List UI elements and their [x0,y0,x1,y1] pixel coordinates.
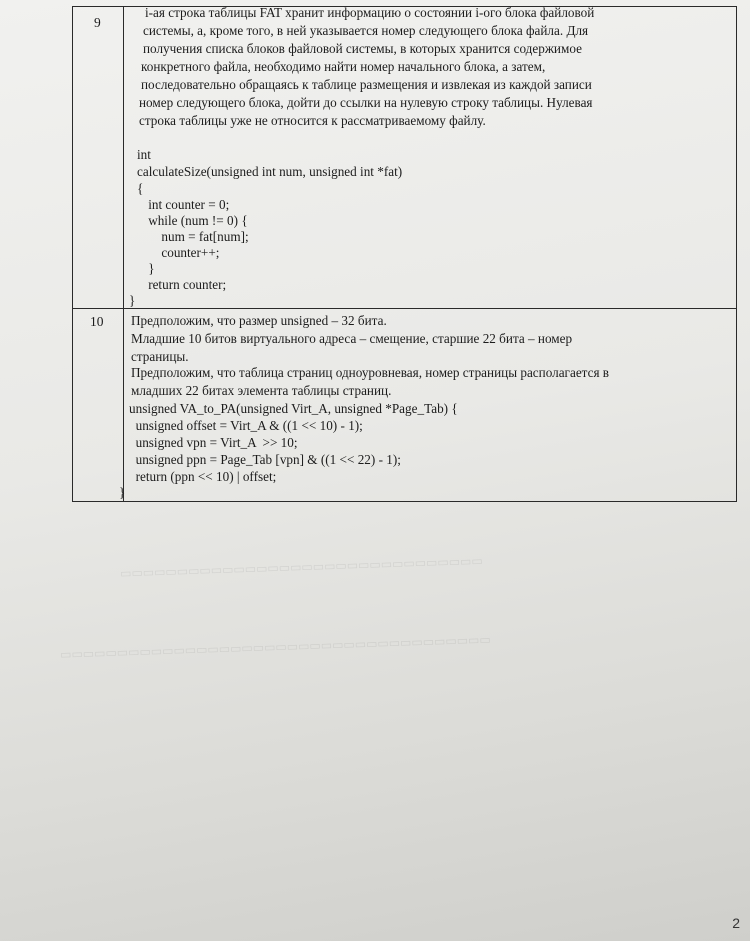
text-line: i-ая строка таблицы FAT хранит информацию о состоянии i-ого блока файловой [145,5,595,20]
code-line: while (num != 0) { [135,213,248,228]
bleed-through-texture: ▭▭▭▭▭▭▭▭▭▭▭▭▭▭▭▭▭▭▭▭▭▭▭▭▭▭▭▭▭▭▭▭ [119,553,483,581]
text-line: Предположим, что размер unsigned – 32 бита. [131,313,387,328]
code-line: int counter = 0; [135,197,230,212]
code-line: } [129,293,136,308]
text-line: системы, а, кроме того, в ней указывается номер следующего блока файла. Для [143,23,589,38]
code-line: unsigned VA_to_PA(unsigned Virt_A, unsigned *Page_Tab) { [129,401,458,416]
text-line: Младшие 10 битов виртуального адреса – смещение, старшие 22 бита – номер [131,331,573,346]
text-line: страницы. [131,349,189,364]
code-line: int [137,147,151,162]
row-number: 10 [90,314,104,329]
text-line: младших 22 битах элемента таблицы страниц. [131,383,392,398]
bleed-through-texture: ▭▭▭▭▭▭▭▭▭▭▭▭▭▭▭▭▭▭▭▭▭▭▭▭▭▭▭▭▭▭▭▭▭▭▭▭▭▭ [59,632,491,662]
text-line: последовательно обращаясь к таблице размещения и извлекая из каждой записи [141,77,592,92]
code-line: num = fat[num]; [135,229,249,244]
text-line: конкретного файла, необходимо найти номер начального блока, а затем, [141,59,546,74]
code-line: unsigned vpn = Virt_A >> 10; [129,435,298,450]
page-number: 2 [732,915,740,931]
text-line: получения списка блоков файловой системы, в которых хранится содержимое [143,41,582,56]
column-divider [123,7,124,501]
text-line: строка таблицы уже не относится к рассматриваемому файлу. [139,113,486,128]
row-divider [73,308,736,309]
code-line: return (ppn << 10) | offset; [129,469,277,484]
code-line: { [137,181,144,196]
text-line: номер следующего блока, дойти до ссылки на нулевую строку таблицы. Нулевая [139,95,593,110]
row-number: 9 [94,15,101,30]
code-line: unsigned ppn = Page_Tab [vpn] & ((1 << 22) - 1); [129,452,401,467]
task-table [72,6,737,502]
code-line: calculateSize(unsigned int num, unsigned int *fat) [137,164,403,179]
code-line: } [135,261,155,276]
text-line: Предположим, что таблица страниц одноуровневая, номер страницы располагается в [131,365,610,380]
code-line: return counter; [135,277,227,292]
code-line: counter++; [135,245,220,260]
code-line: } [119,485,126,500]
code-line: unsigned offset = Virt_A & ((1 << 10) - 1); [129,418,363,433]
